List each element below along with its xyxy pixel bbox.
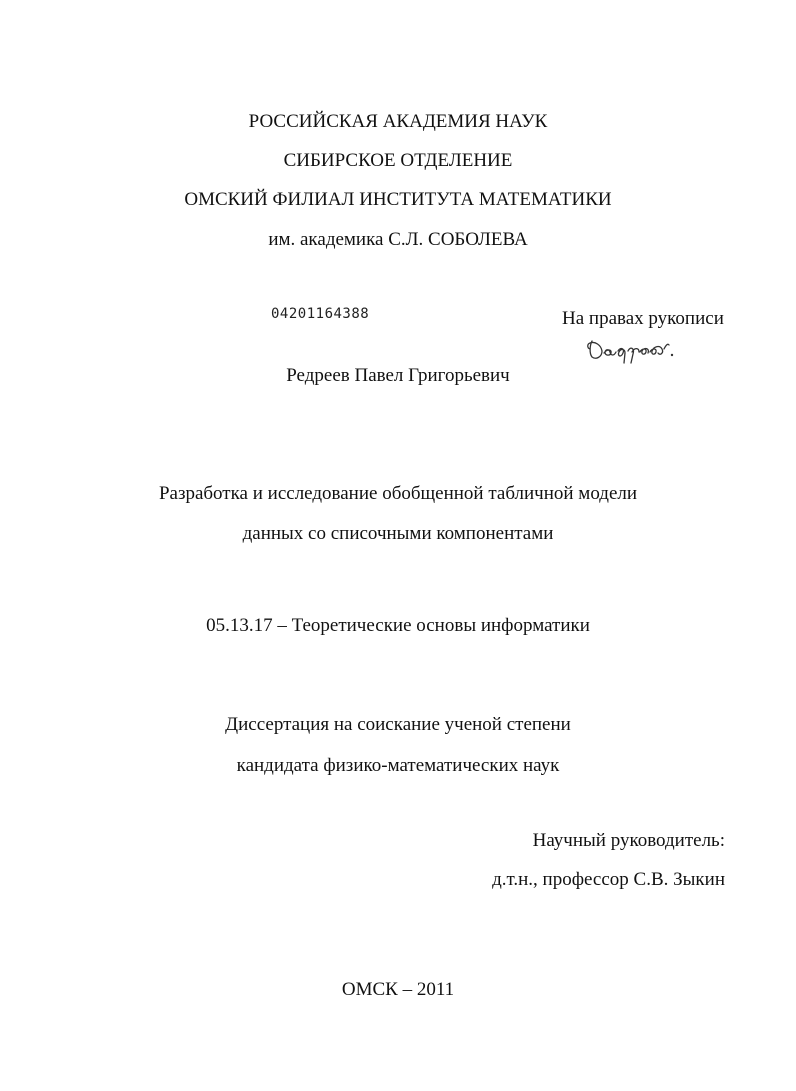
title-line-1: Разработка и исследование обобщенной табличной модели (158, 483, 638, 504)
degree-line-2: кандидата физико-математических наук (236, 755, 560, 776)
specialty-code: 05.13.17 – Теоретические основы информатики (206, 615, 590, 636)
institute-honorific: им. академика С.Л. СОБОЛЕВА (268, 229, 528, 250)
branch-name: СИБИРСКОЕ ОТДЕЛЕНИЕ (283, 150, 513, 171)
institute-name: ОМСКИЙ ФИЛИАЛ ИНСТИТУТА МАТЕМАТИКИ (184, 189, 612, 210)
title-line-2: данных со списочными компонентами (242, 523, 554, 544)
academy-name: РОССИЙСКАЯ АКАДЕМИЯ НАУК (248, 111, 548, 132)
city-year: ОМСК – 2011 (341, 979, 455, 1000)
author-signature (584, 327, 680, 367)
degree-line-1: Диссертация на соискание ученой степени (225, 714, 571, 735)
supervisor-label: Научный руководитель: (532, 830, 725, 851)
author-name: Редреев Павел Григорьевич (286, 365, 510, 386)
registration-number: 04201164388 (271, 306, 370, 322)
manuscript-rights-label: На правах рукописи (562, 308, 724, 329)
supervisor-name: д.т.н., профессор С.В. Зыкин (492, 869, 725, 890)
